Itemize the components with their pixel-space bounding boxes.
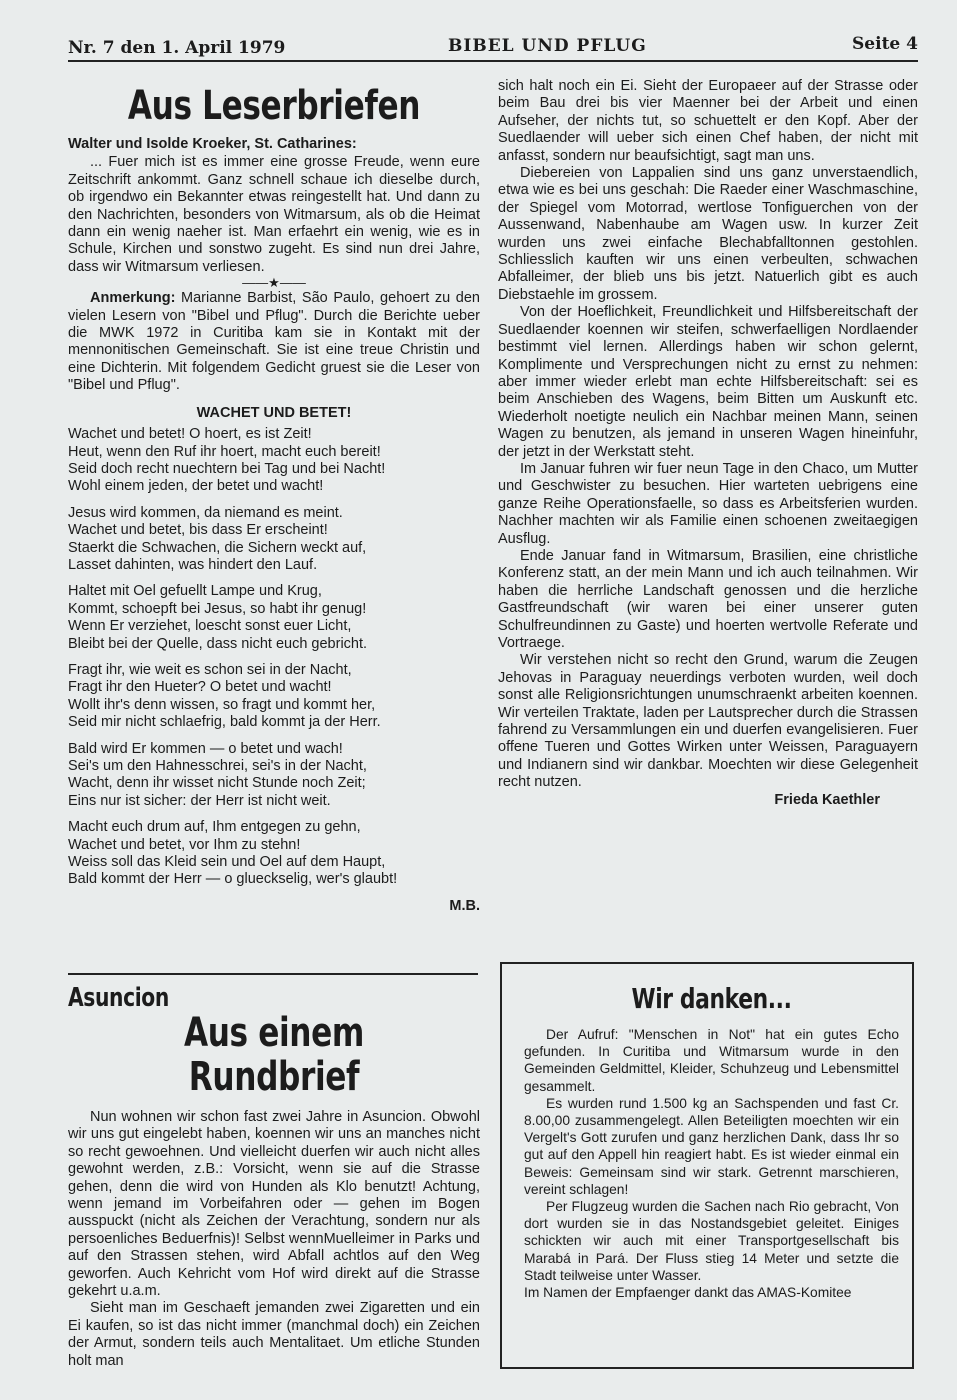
- poem-line: Wachet und betet! O hoert, es ist Zeit!: [68, 426, 312, 443]
- letter-body: ... Fuer mich ist es immer eine grosse Freude, wenn eure Zeitschrift ankommt. Ganz schnell schaue ich dieselbe durch, ob irgendwo ein Bekannter etwas reingestellt hat. Und dann zu den Nachrichten, besonders von Witmarsum, als ob die Heimat dann ein wenig naeher ist. Man erfaehrt ein wenig, wie es in Schule, Kirchen und sonstwo zugeht. Es sind nun drei Jahre, dass wir Witmarsum verliesen.: [68, 154, 480, 275]
- rundbrief-title: Aus einem Rundbrief: [183, 1010, 365, 1100]
- poem-line: Bald kommt der Herr — o glueckselig, wer's glaubt!: [68, 871, 398, 888]
- leserbriefe-title: Aus Leserbriefen: [127, 83, 421, 129]
- rundbrief-signature: Frieda Kaethler: [774, 791, 880, 808]
- issue-date: Nr. 7 den 1. April 1979: [68, 38, 286, 58]
- wir-danken-title: Wir danken...: [631, 982, 792, 1015]
- poem-line: Wachet und betet, bis dass Er erscheint!: [68, 522, 328, 539]
- poem-line: Jesus wird kommen, da niemand es meint.: [68, 504, 343, 521]
- rundbrief-paragraph: Im Januar fuhren wir fuer neun Tage in den Chaco, um Mutter und Geschwister zu besuchen. Hier warteten uebrigens eine ganze Reihe Operationsfaelle, so dass es Arbeitsferien wurden. Nachher machten wir als Familie einen schoenen zweitaegigen Ausflug.: [498, 460, 918, 547]
- poem-stanza: [68, 819, 480, 889]
- rundbrief-paragraph: Von der Hoeflichkeit, Freundlichkeit und Hilfsbereitschaft der Suedlaender koennen wir steifen, schwerfaelligen Nordlaender bestimmt viel lernen. Allerdings haben wir schon gelernt, Komplimente und Versprechungen nicht zu ernst zu nehmen: aber immer wieder erlebt man echte Hilfsbereitschaft: sei es beim Anschieben des Wagens, beim Bitten um Auskunft etc. Wiederholt noetigte neulich ein Nachbar meinen Mann, seinen Wagen zu benutzen, als jemand in unseren Wagen hineinfuhr, der jetzt in der Werkstatt steht.: [498, 304, 918, 460]
- danken-paragraph: Per Flugzeug wurden die Sachen nach Rio gebracht, Von dort wurden sie in das Nostandsgebiet geleitet. Einiges schickten wir auch mit einer Transportgesellschaft bis Marabá in Pará. Der Fluss stieg 14 Meter und setzte die Stadt teilweise unter Wasser.: [524, 1199, 899, 1283]
- danken-paragraph: Es wurden rund 1.500 kg an Sachspenden und fast Cr. 8.00,00 zusammengelegt. Allen Beteiligten moechten wir ein Vergelt's Gott zurufen und ganz herzlichen Dank, dass Ihr so gut auf den Appell hin reagiert habt. Es ist wieder einmal ein Beweis: Gemeinsam sind wir stark. Getrennt marschieren, vereint schlagen!: [524, 1095, 899, 1197]
- poem-line: Sei's um den Hahnesschrei, sei's in der Nacht,: [68, 758, 367, 774]
- poem-stanza: [68, 505, 480, 575]
- rundbrief-paragraph: sich halt noch ein Ei. Sieht der Europaeer auf der Strasse oder beim Bau drei bis vier Maenner bei der Arbeit und einen Aufseher, der nichts tut, so schuettelt er den Kopf. Aber der Suedlaender will ueber sich einen Chef haben, der nicht mit anfasst, sondern nur beaufsichtigt, sagt man uns.: [498, 78, 918, 164]
- poem-signature: M.B.: [449, 897, 480, 914]
- rundbrief-paragraph: Diebereien von Lappalien sind uns ganz unverstaendlich, etwa wie es bei uns geschah: Die Raeder einer Waschmaschine, der Spiegel vom Motorrad, wertlose Tonfiguerchen von der Aussenwand, Nabenhaube am Wagen usw. In kurzer Zeit wurden uns zwei einfache Blechabfalltonnen gestohlen. Schliesslich kauften wir uns einen verbeulten, schwachen Abfalleimer, der blieb uns bis jetzt. Natuerlich gibt es auch Diebstaehle im grossem.: [498, 165, 918, 303]
- section-divider: [68, 973, 478, 975]
- poem-line: Lasset dahinten, was hindert den Lauf.: [68, 556, 318, 573]
- poem-line: Wachet und betet, vor Ihm zu stehn!: [68, 836, 301, 853]
- rundbrief-kicker: Asuncion: [68, 983, 169, 1013]
- poem-line: Fragt ihr den Hueter? O betet und wacht!: [68, 679, 332, 696]
- poem-line: Kommt, schoepft bei Jesus, so habt ihr genug!: [68, 600, 367, 617]
- editor-note: [68, 290, 480, 394]
- wir-danken-box: [500, 962, 914, 1369]
- poem-line: Staerkt die Schwachen, die Sichern weckt auf,: [68, 539, 367, 556]
- letter-author: Walter und Isolde Kroeker, St. Catharines:: [68, 136, 357, 152]
- page-header: [68, 30, 918, 62]
- leserbriefe-article: [68, 82, 480, 915]
- poem-line: Wacht, denn ihr wisset nicht Stunde noch Zeit;: [68, 775, 366, 792]
- poem-line: Weiss soll das Kleid sein und Oel auf dem Haupt,: [68, 854, 386, 871]
- poem-stanza: [68, 662, 480, 732]
- poem-line: Wohl einem jeden, der betet und wacht!: [68, 478, 324, 495]
- rundbrief-paragraph: Sieht man im Geschaeft jemanden zwei Zigaretten und ein Ei kaufen, so ist das nicht immer (manchmal doch) ein Zeichen der Armut, sondern teils auch Mentalitaet. Um etliche Stunden holt man: [68, 1300, 480, 1369]
- danken-closing: Im Namen der Empfaenger dankt das AMAS-Komitee: [524, 1285, 852, 1301]
- poem-line: Eins nur ist sicher: der Herr ist nicht weit.: [68, 792, 331, 809]
- poem-title: WACHET UND BETET!: [196, 404, 352, 421]
- rundbrief-paragraph: Nun wohnen wir schon fast zwei Jahre in Asuncion. Obwohl wir uns gut eingelebt haben, koennen wir uns an manches nicht so recht gewoehnen. Und vielleicht duerfen wir auch nicht alles gewohnt werden, z.B.: Vorsicht, wenn sie auf die Strasse gehen, denn die wird von Hunden als Klo benutzt! Achtung, wenn jemand im Vorbeifahren oder — gehen im Bogen ausspuckt (nicht als Zeichen der Verachtung, sondern nur als persoenliches Beduerfnis)! Selbst wennMuelleimer in Parks und auf den Strassen stehen, wird Abfall achtlos auf den Weg geworfen. Auch Kehricht vom Hof wird direkt auf die Strasse gekehrt u.a.m.: [68, 1109, 480, 1300]
- poem-line: Bald wird Er kommen — o betet und wach!: [68, 740, 343, 757]
- page-number: Seite 4: [852, 34, 918, 54]
- rundbrief-paragraph: Ende Januar fand in Witmarsum, Brasilien, eine christliche Konferenz statt, an der mein Mann und ich auch teilnahmen. Wir haben die herrliche Landschaft genossen und die herzliche Gastfreundschaft (wir waren bei einer unserer guten Schulfreundinnen zu Gaste) und hoerten wertvolle Referate und Vortraege.: [498, 547, 918, 651]
- poem-stanza: [68, 583, 480, 653]
- poem-line: Macht euch drum auf, Ihm entgegen zu gehn,: [68, 819, 361, 836]
- poem-line: Seid doch recht nuechtern bei Tag und bei Nacht!: [68, 460, 386, 477]
- poem-line: Heut, wenn den Ruf ihr hoert, macht euch bereit!: [68, 443, 381, 460]
- rundbrief-article: [68, 983, 480, 1370]
- poem-line: Wenn Er verziehet, loescht sonst euer Licht,: [68, 618, 352, 635]
- danken-paragraph: Der Aufruf: "Menschen in Not" hat ein gutes Echo gefunden. In Curitiba und Witmarsum wurde in den Gemeinden Geldmittel, Kleider, Schuhzeug und Lebensmittel gesammelt.: [524, 1027, 899, 1094]
- note-text: Marianne Barbist, São Paulo, gehoert zu den vielen Lesern von "Bibel und Pflug". Durch die Berichte ueber die MWK 1972 in Curitiba kam sie in Kontakt mit der mennonitischen Gemeinschaft. Sie ist eine treue Christin und eine Dichterin. Mit folgendem Gedicht gruest sie die Leser von "Bibel und Pflug".: [68, 290, 480, 394]
- rundbrief-paragraph: Wir verstehen nicht so recht den Grund, warum die Zeugen Jehovas in Paraguay neuerdings verboten wurden, weil doch sonst alle Religionsrichtungen unumschraenkt arbeiten koennen. Wir verteilen Traktate, laden per Lautsprecher durch die Strassen fahrend zu Versammlungen ein und duerfen evangelisieren. Fuer offene Tueren und Gottes Wirken unter Weissen, Paraguayern und Indianern sind wir dankbar. Moechten wir diese Gelegenheit recht nutzen.: [498, 652, 918, 791]
- poem-stanza: [68, 741, 480, 811]
- publication-name: BIBEL UND PFLUG: [448, 36, 647, 56]
- note-label: Anmerkung:: [90, 290, 176, 307]
- poem-line: Haltet mit Oel gefuellt Lampe und Krug,: [68, 583, 322, 600]
- rundbrief-continuation: [498, 78, 918, 809]
- poem-line: Bleibt bei der Quelle, dass nicht euch gebricht.: [68, 635, 368, 652]
- poem-line: Wollt ihr's denn wissen, so fragt und kommt her,: [68, 696, 376, 713]
- separator-star: ——★——: [242, 275, 306, 291]
- poem-line: Seid mir nicht schlaefrig, bald kommt ja der Herr.: [68, 714, 381, 731]
- poem-line: Fragt ihr, wie weit es schon sei in der Nacht,: [68, 661, 352, 678]
- poem-stanza: [68, 426, 480, 496]
